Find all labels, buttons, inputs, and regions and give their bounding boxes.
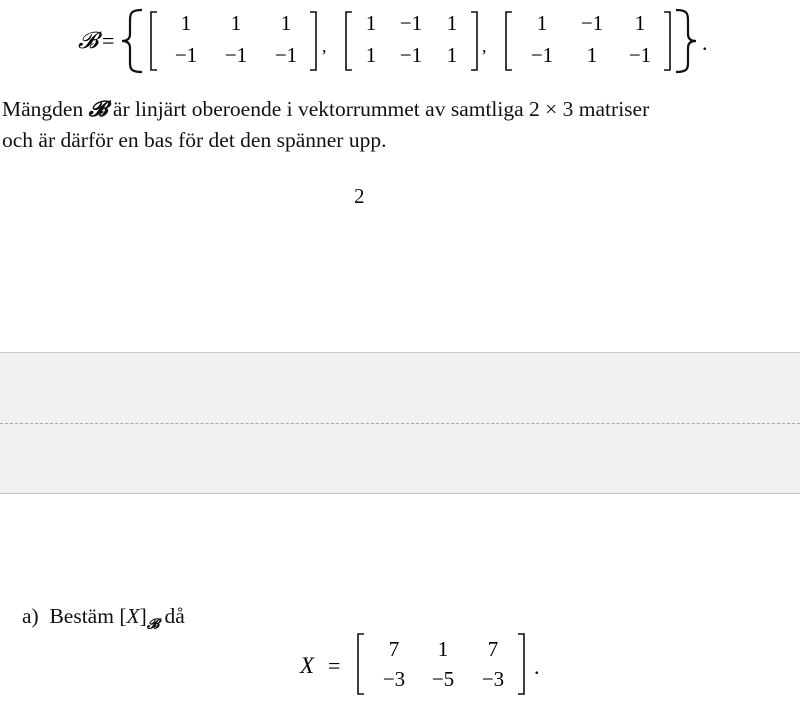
separator-2: , (482, 36, 487, 56)
basis-equals: = (102, 28, 115, 53)
paragraph-line-2: och är därför en bas för det den spänner upp. (2, 128, 387, 152)
x-r2-c1: −3 (382, 667, 406, 691)
m2-r1-c1: 1 (365, 11, 377, 35)
m1-r2-c2: −1 (224, 43, 248, 67)
paragraph-line-1 (2, 94, 798, 125)
m3-r1-c1: 1 (536, 11, 548, 35)
question-bracket-open: [ (119, 604, 127, 628)
m3-r2-c1: −1 (530, 43, 554, 67)
paragraph-line1-pre: Mängden (2, 97, 89, 121)
x-equals: = (328, 653, 341, 678)
m3-r2-c3: −1 (628, 43, 652, 67)
page-break-dashed-line (0, 423, 800, 424)
m1-r1-c2: 1 (230, 11, 242, 35)
m1-r2-c3: −1 (274, 43, 298, 67)
m3-r2-c2: 1 (586, 43, 598, 67)
question-a (22, 604, 185, 632)
m2-r2-c3: 1 (446, 43, 458, 67)
separator-1: , (322, 36, 327, 56)
basis-symbol: 𝓑 (78, 28, 99, 53)
m3-r1-c2: −1 (580, 11, 604, 35)
matrix2-left-bracket (346, 12, 352, 70)
x-end-punct: . (534, 654, 540, 679)
left-brace (122, 10, 142, 72)
paragraph-symbol: 𝓑 (88, 97, 108, 122)
matrix1-right-bracket (310, 12, 316, 70)
question-label: a) (22, 604, 39, 628)
x-r1-c1: 7 (388, 637, 400, 661)
question-text: Bestäm (49, 604, 120, 628)
matrix3-right-bracket (664, 12, 670, 70)
x-r1-c2: 1 (437, 637, 449, 661)
m2-r2-c1: 1 (365, 43, 377, 67)
right-brace (676, 10, 696, 72)
basis-explanation (2, 94, 798, 155)
matrix2-right-bracket (471, 12, 477, 70)
m1-r2-c1: −1 (174, 43, 198, 67)
question-subscript: 𝓑 (146, 616, 160, 633)
m1-r1-c1: 1 (180, 11, 192, 35)
x-r2-c3: −3 (481, 667, 505, 691)
question-var: X (126, 604, 140, 628)
paragraph-line1-post: är linjärt oberoende i vektorrummet av samtliga 2 × 3 matriser (107, 97, 650, 121)
basis-end-punct: . (702, 30, 708, 55)
x-r2-c2: −5 (431, 667, 455, 691)
x-matrix-left-bracket (358, 634, 364, 694)
m1-r1-c3: 1 (280, 11, 292, 35)
m2-r2-c2: −1 (399, 43, 423, 67)
page-break (0, 352, 800, 494)
matrix1-left-bracket (151, 12, 157, 70)
x-matrix-right-bracket (518, 634, 524, 694)
page-number: 2 (354, 184, 365, 208)
x-matrix-definition (296, 628, 556, 700)
m3-r1-c3: 1 (634, 11, 646, 35)
question-suffix: då (159, 604, 185, 628)
x-r1-c3: 7 (487, 637, 499, 661)
x-var: X (300, 653, 315, 678)
basis-definition (78, 6, 738, 76)
m2-r1-c2: −1 (399, 11, 423, 35)
m2-r1-c3: 1 (446, 11, 458, 35)
question-bracket-close: ] (139, 604, 147, 628)
matrix3-left-bracket (506, 12, 512, 70)
